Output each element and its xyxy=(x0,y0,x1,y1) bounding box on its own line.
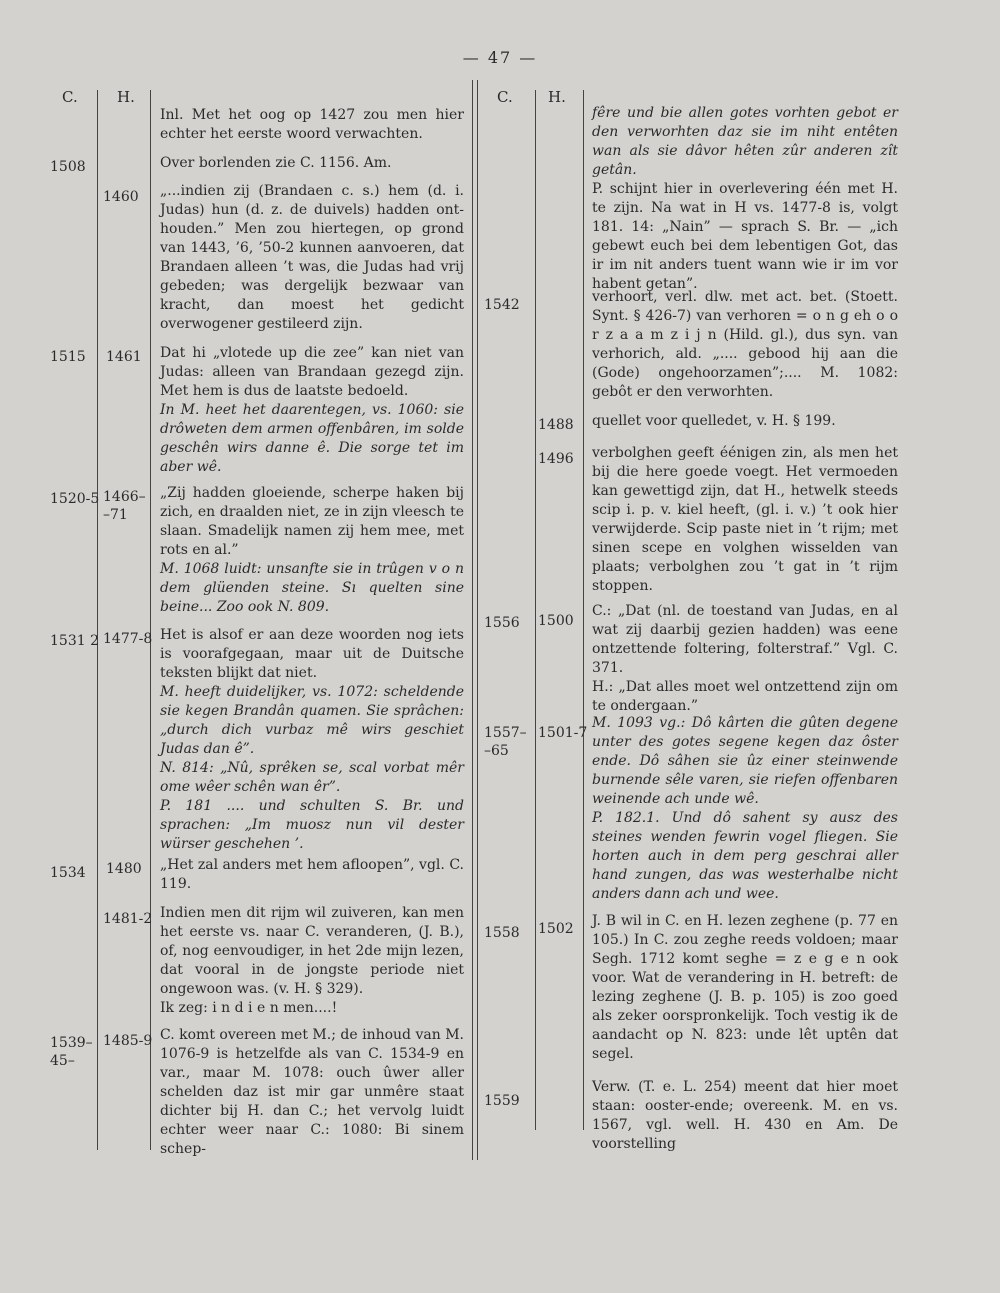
entry-text: verbolghen geeft éénigen zin, als men het bij die here goede voegt. Het vermoeden kan gewettigd zijn, dat H., hetwelk steeds scip i. p. v. kiel heeft, (gl. i. v.) ’t ook hier verwijderde. Scip paste niet in ’t rijm; met sinen scepe en volghen wisselden van plaats; verbolghen zou ’t gat in ’t rijm stoppen. xyxy=(592,445,898,594)
left-h-ref: 1481-2 xyxy=(103,911,153,927)
left-entry-2 xyxy=(160,154,464,173)
entry-text: Indien men dit rijm wil zuiveren, kan men het eerste vs. naar C. veranderen, (J. B.), of, nog eenvoudiger, in het 2de mijn lezen, dat vooral in de jongste periode niet ongewoon was. (v. H. § 329). xyxy=(160,905,464,997)
left-c-ref: 1531 2 xyxy=(50,633,99,649)
entry-text: „...indien zij (Brandaen c. s.) hem (d. i. Judas) hun (d. z. de duivels) hadden onthouden.” Men zou hiertegen, op grond van 1443, ’6, ’50-2 kunnen aanvoeren, dat Brandaen alleen ’t was, die Judas had vrij gebeden; was dergelijk bezwaar van kracht, dan moest het gedicht overwogener gestileerd zijn. xyxy=(160,183,464,332)
entry-quote: M. heeft duidelijker, vs. 1072: scheldende sie kegen Brandân quamen. Sie sprâchen: „durch dich vurbaz mê wirs geschiet Judas dan ê”. xyxy=(160,684,464,757)
entry-text: verhoort, verl. dlw. met act. bet. (Stoett. Synt. § 426-7) van verhoren = o n g eh o o r z a a m z i j n (Hild. gl.), dus syn. van verhorich, ald. „.... gebood hij aan die (Gode) ongehoorzamen”;.... M. 1082: gebôt er den verworhten. xyxy=(592,289,898,400)
entry-quote: M. 1068 luidt: unsanfte sie in trûgen v o n dem glüenden steine. Sı quelten sine beine... Zoo ook N. 809. xyxy=(160,561,464,615)
rule-left-c xyxy=(97,90,98,1150)
left-h-header: H. xyxy=(117,88,135,106)
entry-quote: P. 182.1. Und dô sahent sy ausz des steines wenden fewrin vogel fliegen. Sie horten auch in dem perg geschrai aller hand zungen, das was westerhalbe nicht anders dann ach und wee. xyxy=(592,810,898,902)
left-h-ref: 1461 xyxy=(106,349,142,365)
right-h-ref: 1502 xyxy=(538,921,574,937)
right-c-ref: 1559 xyxy=(484,1093,520,1109)
rule-right-c xyxy=(535,90,536,1130)
entry-text: C. komt overeen met M.; de inhoud van M. 1076-9 is hetzelfde als van C. 1534-9 en var., maar M. 1078: ouch ûwer aller schelden daz ist mir gar unmêre staat dichter bij H. dan C.; het vervolg luidt echter weer naar C.: 1080: Bi sinem schep- xyxy=(160,1027,464,1157)
entry-text: H.: „Dat alles moet wel ontzettend zijn om te ondergaan.” xyxy=(592,679,898,714)
entry-text: „Het zal anders met hem afloopen”, vgl. C. 119. xyxy=(160,857,464,892)
right-h-header: H. xyxy=(548,88,566,106)
entry-quote: P. 181 .... und schulten S. Br. und sprachen: „Im muosz nun vil dester würser geschehen ’. xyxy=(160,798,464,852)
left-c-ref: 1520-5 xyxy=(50,491,100,507)
right-c-header: C. xyxy=(497,88,513,106)
right-entry-8 xyxy=(592,1078,898,1154)
right-entry-6 xyxy=(592,714,898,904)
rule-right-h xyxy=(583,90,584,1130)
entry-text: Ik zeg: i n d i e n men....! xyxy=(160,1000,338,1016)
entry-text: Dat hi „vlotede up die zee” kan niet van Judas: alleen van Brandaan gezegd zijn. Met hem is dus de laatste bedoeld. xyxy=(160,345,464,399)
entry-quote: fêre und bie allen gotes vorhten gebot er den verworhten daz sie im niht entêten wan als sie dâvor hêten zûr anderen zît getân. xyxy=(592,105,898,178)
left-c-header: C. xyxy=(62,88,78,106)
left-entry-5 xyxy=(160,484,464,617)
right-c-ref: 1542 xyxy=(484,297,520,313)
left-h-ref: 1485-9 xyxy=(103,1033,153,1049)
left-h-ref: 1460 xyxy=(103,189,139,205)
entry-text: quellet voor quelledet, v. H. § 199. xyxy=(592,413,836,429)
entry-text: „Zij hadden gloeiende, scherpe haken bij zich, en draalden niet, ze in zijn vleesch te slaan. Smadelijk namen zij hem mee, met rots en al.” xyxy=(160,485,464,558)
right-c-ref: 1558 xyxy=(484,925,520,941)
left-c-ref: 1515 xyxy=(50,349,86,365)
entry-quote: In M. heet het daarentegen, vs. 1060: sie drôweten dem armen offenbâren, im solde geschên wirs danne ê. Die sorge tet im aber wê. xyxy=(160,402,464,475)
left-c-ref: 1508 xyxy=(50,159,86,175)
entry-text: Het is alsof er aan deze woorden nog iets is voorafgegaan, maar uit de Duitsche teksten blijkt dat niet. xyxy=(160,627,464,681)
right-entry-4 xyxy=(592,444,898,596)
right-entry-7 xyxy=(592,912,898,1064)
right-entry-1 xyxy=(592,104,898,294)
left-h-ref: 1480 xyxy=(106,861,142,877)
right-h-ref: 1500 xyxy=(538,613,574,629)
entry-text: J. B wil in C. en H. lezen zeghene (p. 77 en 105.) In C. zou zeghe reeds voldoen; maar Segh. 1712 komt seghe = z e g e n ook voor. Wat de verandering in H. betreft: de lezing zeghene (J. B. p. 105) is zoo goed als zeker oorspronkelijk. Toch vestig ik de aandacht op N. 823: unde lêt uptên dat segel. xyxy=(592,913,898,1062)
right-c-ref: 1556 xyxy=(484,615,520,631)
entry-text: C.: „Dat (nl. de toestand van Judas, en al wat zij daarbij gezien hadden) was eene ontzettende foltering, folterstraf.” Vgl. C. 371. xyxy=(592,603,898,676)
rule-center-b xyxy=(477,80,478,1160)
right-entry-3 xyxy=(592,412,898,431)
right-entry-2 xyxy=(592,288,898,402)
right-h-ref: 1496 xyxy=(538,451,574,467)
left-entry-3 xyxy=(160,182,464,334)
page-number: — 47 — xyxy=(462,48,538,67)
right-h-ref: 1501-7 xyxy=(538,725,588,741)
entry-text: Over borlenden zie C. 1156. Am. xyxy=(160,155,392,171)
right-h-ref: 1488 xyxy=(538,417,574,433)
left-entry-6 xyxy=(160,626,464,854)
entry-text: Verw. (T. e. L. 254) meent dat hier moet staan: ooster-ende; overeenk. M. en vs. 1567, vgl. well. H. 430 en Am. De voorstelling xyxy=(592,1079,898,1152)
left-entry-1 xyxy=(160,106,464,144)
left-entry-9 xyxy=(160,1026,464,1159)
rule-center-a xyxy=(472,80,473,1160)
entry-quote: N. 814: „Nû, sprêken se, scal vorbat mêr ome wêer schên wan êr”. xyxy=(160,760,464,795)
entry-quote: M. 1093 vg.: Dô kârten die gûten degene unter des gotes segene kegen daz ôster ende. Dô sâhen sie ûz einer steinwende burnende sêle varen, sie riefen offenbaren weinende ach unde wê. xyxy=(592,715,898,807)
left-c-ref: 1539– 45– xyxy=(50,1035,93,1069)
entry-text: Inl. Met het oog op 1427 zou men hier echter het eerste woord verwachten. xyxy=(160,107,464,142)
left-h-ref: 1466– –71 xyxy=(103,489,146,523)
left-entry-4 xyxy=(160,344,464,477)
left-c-ref: 1534 xyxy=(50,865,86,881)
right-entry-5 xyxy=(592,602,898,716)
left-entry-8 xyxy=(160,904,464,1018)
left-entry-7 xyxy=(160,856,464,894)
left-h-ref: 1477-8 xyxy=(103,631,153,647)
entry-text: P. schijnt hier in overlevering één met H. te zijn. Na wat in H vs. 1477-8 is, volgt 181. 14: „Nain” — sprach S. Br. — „ich gebewt euch bei dem lebentigen Got, das ir im nit anders tuent wann wie ir im vor habent getan”. xyxy=(592,181,898,292)
rule-left-h xyxy=(150,90,151,1150)
right-c-ref: 1557– –65 xyxy=(484,725,527,759)
